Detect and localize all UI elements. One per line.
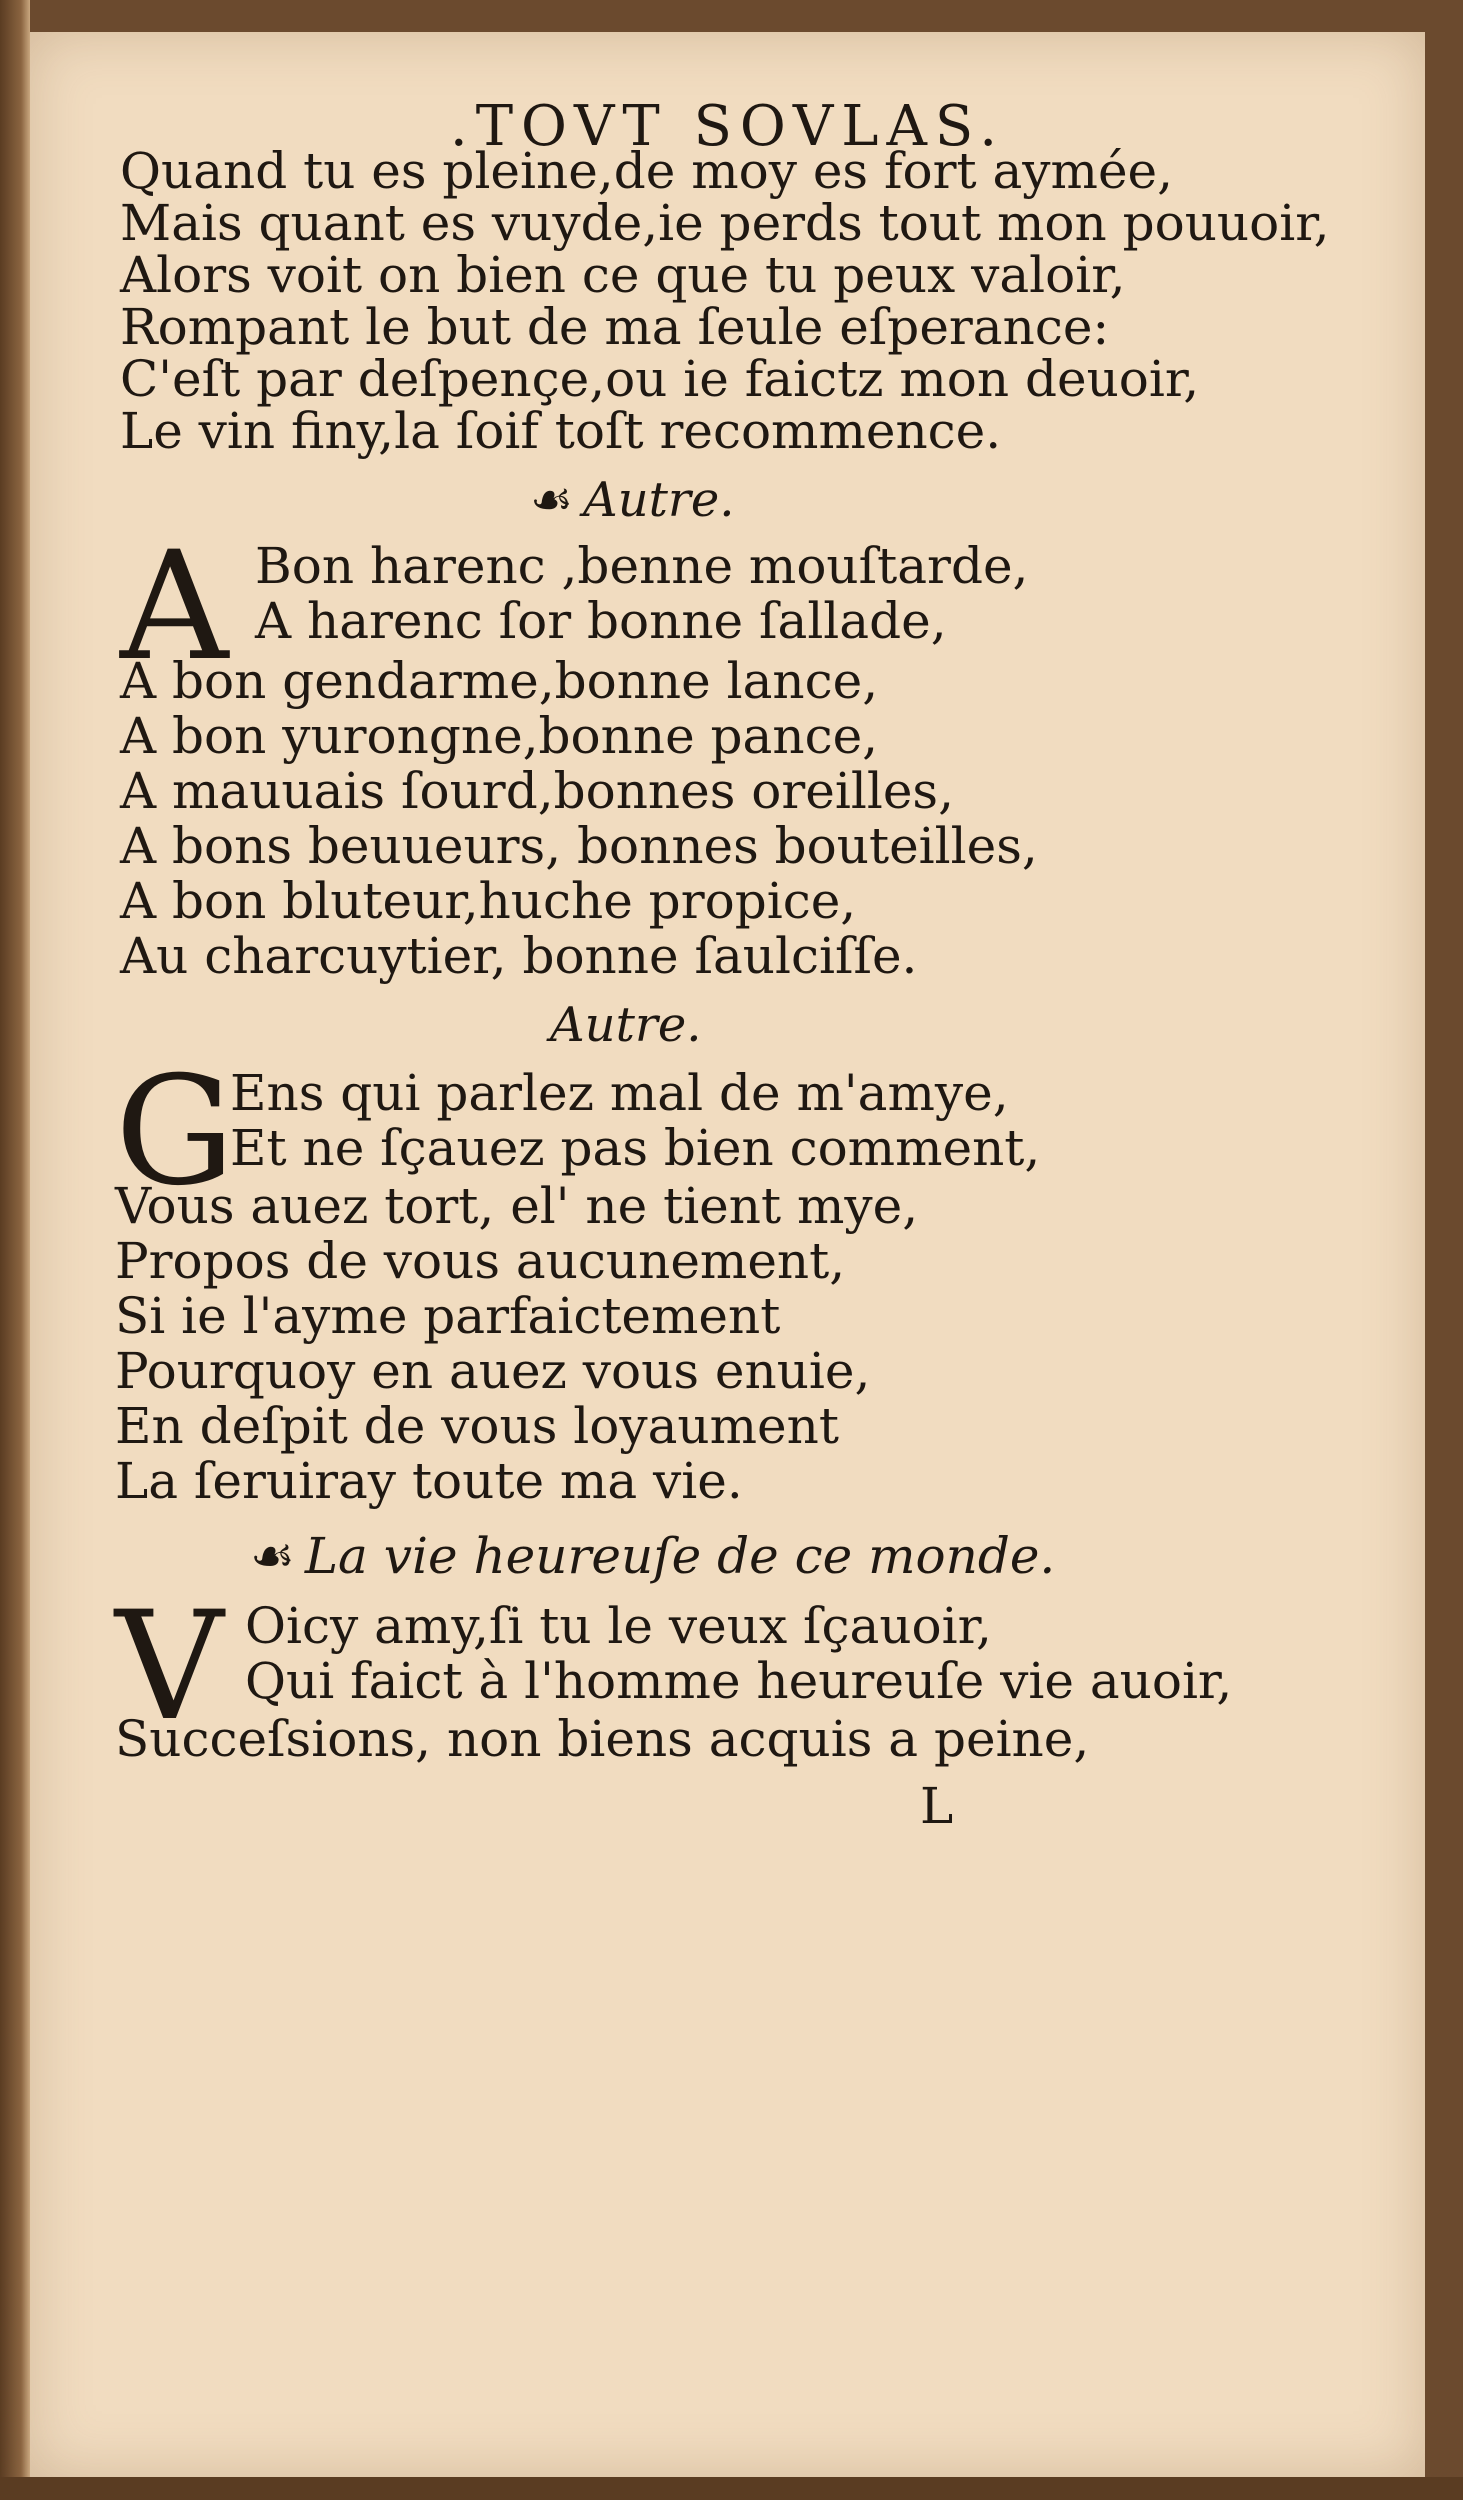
section4-heading-text: La vie heureuſe de ce monde.: [304, 1527, 1056, 1585]
section3-heading: Autre.: [550, 997, 702, 1053]
section3-drop-cap: G: [115, 1045, 235, 1219]
stanza1-line-1: Quand tu es pleine,de moy es fort aymée,: [120, 142, 1174, 200]
section3-line-6: Pourquoy en auez vous enuie,: [115, 1342, 871, 1400]
running-head: .TOVT SOVLAS.: [449, 94, 1006, 159]
section2-line-4: A bon yurongne,bonne pance,: [120, 707, 879, 765]
section3-line-2: Et ne ſçauez pas bien comment,: [230, 1119, 1041, 1177]
stanza1-line-4: Rompant le but de ma ſeule eſperance:: [120, 298, 1110, 356]
section4-line-1: Oicy amy,ſi tu le veux ſçauoir,: [245, 1597, 992, 1655]
section2-heading: [530, 472, 735, 528]
book-page: [30, 32, 1425, 2477]
section3-line-8: La ſeruiray toute ma vie.: [115, 1452, 743, 1510]
section2-heading-text: Autre.: [583, 472, 735, 528]
stanza1-line-6: Le vin finy,la ſoif toſt recommence.: [120, 402, 1002, 460]
stanza1-line-5: C'eſt par deſpençe,ou ie faictz mon deuoir,: [120, 350, 1200, 408]
section2-line-6: A bons beuueurs, bonnes bouteilles,: [120, 817, 1038, 875]
section3-line-3: Vous auez tort, el' ne tient mye,: [115, 1177, 919, 1235]
section2-line-3: A bon gendarme,bonne lance,: [120, 652, 879, 710]
section3-line-7: En deſpit de vous loyaument: [115, 1397, 839, 1455]
fleuron-icon: ☙: [250, 1527, 295, 1585]
section2-line-8: Au charcuytier, bonne ſaulciſſe.: [120, 927, 918, 985]
section2-line-2: A harenc ſor bonne ſallade,: [255, 592, 947, 650]
section2-line-5: A mauuais ſourd,bonnes oreilles,: [120, 762, 954, 820]
section4-heading: [250, 1527, 1055, 1585]
section3-line-1: Ens qui parlez mal de m'amye,: [230, 1064, 1009, 1122]
section2-drop-cap: A: [120, 520, 229, 694]
section4-line-2: Qui faict à l'homme heureuſe vie auoir,: [245, 1652, 1233, 1710]
section2-line-7: A bon bluteur,huche propice,: [120, 872, 857, 930]
section4-line-3: Succeſsions, non biens acquis a peine,: [115, 1710, 1090, 1768]
stanza1-line-2: Mais quant es vuyde,ie perds tout mon pouuoir,: [120, 194, 1330, 252]
section4-drop-cap: V: [115, 1580, 224, 1754]
section3-line-5: Si ie l'ayme parfaictement: [115, 1287, 781, 1345]
stanza1-line-3: Alors voit on bien ce que tu peux valoir,: [120, 246, 1126, 304]
section2-line-1: Bon harenc ,benne mouſtarde,: [255, 537, 1029, 595]
book-bottom-edge: [0, 2477, 1463, 2500]
catchword: L: [920, 1777, 954, 1835]
section3-line-4: Propos de vous aucunement,: [115, 1232, 846, 1290]
book-gutter: [0, 0, 30, 2500]
fleuron-icon: ☙: [530, 472, 574, 528]
